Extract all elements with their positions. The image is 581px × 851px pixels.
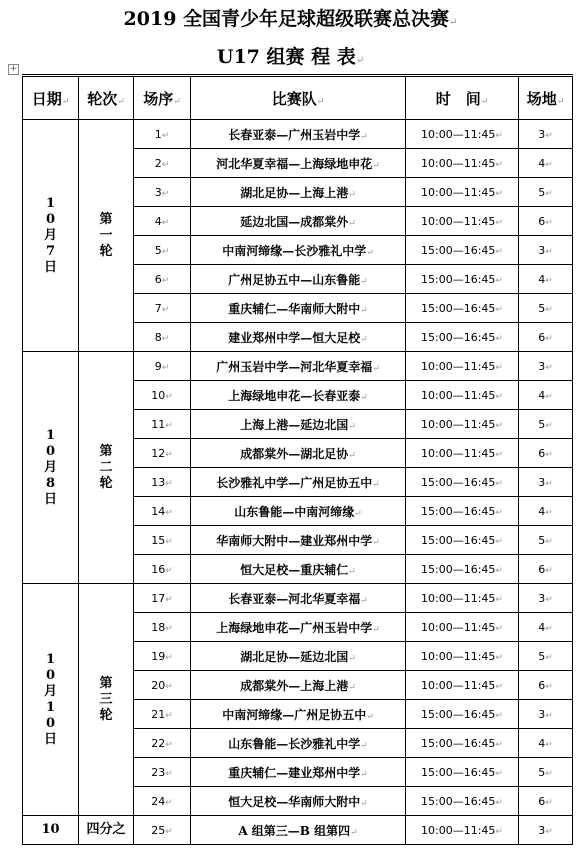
seq-cell: 2↵ bbox=[134, 149, 191, 178]
venue-cell-text: 6 bbox=[538, 214, 546, 228]
match-cell-text: 湖北足协—延边北国 bbox=[240, 649, 349, 664]
seq-cell: 17↵ bbox=[134, 584, 191, 613]
time-cell: 15:00—16:45↵ bbox=[406, 787, 519, 816]
seq-cell-text: 18 bbox=[151, 620, 166, 634]
match-cell-text: 恒大足校—重庆辅仁 bbox=[240, 562, 349, 577]
time-cell-text: 15:00—16:45 bbox=[421, 272, 496, 286]
time-cell-text: 10:00—11:45 bbox=[421, 359, 496, 373]
seq-cell: 16↵ bbox=[134, 555, 191, 584]
time-cell-text: 15:00—16:45 bbox=[421, 562, 496, 576]
match-cell-text: 建业郑州中学—恒大足校 bbox=[228, 330, 361, 345]
seq-cell-text: 12 bbox=[151, 446, 166, 460]
time-cell-text: 15:00—16:45 bbox=[421, 504, 496, 518]
seq-cell: 13↵ bbox=[134, 468, 191, 497]
round-cell bbox=[79, 120, 134, 352]
match-row bbox=[23, 352, 573, 381]
venue-cell: 5↵ bbox=[519, 410, 573, 439]
match-cell: 上海上港—延边北国↵ bbox=[191, 410, 406, 439]
seq-cell-text: 2 bbox=[154, 156, 162, 170]
time-cell-text: 10:00—11:45 bbox=[421, 678, 496, 692]
match-cell-text: 上海绿地申花—长春亚泰 bbox=[228, 388, 361, 403]
seq-cell: 21↵ bbox=[134, 700, 191, 729]
time-cell-text: 15:00—16:45 bbox=[421, 475, 496, 489]
venue-cell-text: 5 bbox=[538, 417, 546, 431]
time-cell-text: 15:00—16:45 bbox=[421, 794, 496, 808]
time-cell-text: 10:00—11:45 bbox=[421, 214, 496, 228]
seq-cell-text: 20 bbox=[151, 678, 166, 692]
venue-cell-text: 6 bbox=[538, 562, 546, 576]
seq-cell-text: 13 bbox=[151, 475, 166, 489]
seq-cell-text: 6 bbox=[154, 272, 162, 286]
match-cell-text: 上海绿地申花—广州玉岩中学 bbox=[216, 620, 373, 635]
match-cell: A 组第三—B 组第四↵ bbox=[191, 816, 406, 845]
venue-cell: 3↵ bbox=[519, 816, 573, 845]
venue-cell-text: 6 bbox=[538, 446, 546, 460]
seq-cell: 10↵ bbox=[134, 381, 191, 410]
header-venue: 场地↵ bbox=[519, 76, 573, 120]
match-cell-text: 华南师大附中—建业郑州中学 bbox=[216, 533, 373, 548]
time-cell-text: 15:00—16:45 bbox=[421, 533, 496, 547]
time-cell-text: 15:00—16:45 bbox=[421, 736, 496, 750]
venue-cell-text: 5 bbox=[538, 649, 546, 663]
time-cell: 10:00—11:45↵ bbox=[406, 120, 519, 149]
seq-cell-text: 23 bbox=[151, 765, 166, 779]
venue-cell-text: 4 bbox=[538, 504, 546, 518]
venue-cell-text: 6 bbox=[538, 330, 546, 344]
time-cell-text: 10:00—11:45 bbox=[421, 620, 496, 634]
venue-cell: 5↵ bbox=[519, 294, 573, 323]
time-cell: 15:00—16:45↵ bbox=[406, 497, 519, 526]
seq-cell: 15↵ bbox=[134, 526, 191, 555]
venue-cell-text: 4 bbox=[538, 736, 546, 750]
match-cell-text: 成都棠外—上海上港 bbox=[240, 678, 349, 693]
match-cell-text: 中南河缔缘—长沙雅礼中学 bbox=[222, 243, 367, 258]
seq-cell-text: 3 bbox=[154, 185, 162, 199]
venue-cell: 6↵ bbox=[519, 671, 573, 700]
round-cell bbox=[79, 584, 134, 816]
time-cell-text: 10:00—11:45 bbox=[421, 388, 496, 402]
match-cell: 成都棠外—湖北足协↵ bbox=[191, 439, 406, 468]
venue-cell-text: 6 bbox=[538, 794, 546, 808]
venue-cell: 4↵ bbox=[519, 381, 573, 410]
seq-cell-text: 10 bbox=[151, 388, 166, 402]
venue-cell-text: 5 bbox=[538, 765, 546, 779]
header-round: 轮次↵ bbox=[79, 76, 134, 120]
time-cell: 10:00—11:45↵ bbox=[406, 613, 519, 642]
venue-cell-text: 4 bbox=[538, 156, 546, 170]
schedule-subtitle: U17 组赛 程 表↵ bbox=[216, 46, 365, 68]
header-row bbox=[23, 76, 573, 120]
round-cell-text: 第一轮 bbox=[99, 211, 113, 259]
match-cell: 长春亚泰—广州玉岩中学↵ bbox=[191, 120, 406, 149]
seq-cell: 12↵ bbox=[134, 439, 191, 468]
seq-cell-text: 4 bbox=[154, 214, 162, 228]
seq-cell-text: 19 bbox=[151, 649, 166, 663]
match-cell: 华南师大附中—建业郑州中学↵ bbox=[191, 526, 406, 555]
match-cell: 恒大足校—华南师大附中↵ bbox=[191, 787, 406, 816]
venue-cell: 4↵ bbox=[519, 265, 573, 294]
time-cell: 10:00—11:45↵ bbox=[406, 439, 519, 468]
match-cell-text: 成都棠外—湖北足协 bbox=[240, 446, 349, 461]
match-cell: 湖北足协—上海上港↵ bbox=[191, 178, 406, 207]
match-cell-text: 恒大足校—华南师大附中 bbox=[228, 794, 361, 809]
time-cell: 15:00—16:45↵ bbox=[406, 526, 519, 555]
seq-cell: 4↵ bbox=[134, 207, 191, 236]
venue-cell: 3↵ bbox=[519, 236, 573, 265]
match-cell-text: 中南河缔缘—广州足协五中 bbox=[222, 707, 367, 722]
match-cell-text: 广州足协五中—山东鲁能 bbox=[228, 272, 361, 287]
seq-cell-text: 17 bbox=[151, 591, 166, 605]
match-cell: 重庆辅仁—华南师大附中↵ bbox=[191, 294, 406, 323]
seq-cell-text: 1 bbox=[154, 127, 162, 141]
seq-cell: 25↵ bbox=[134, 816, 191, 845]
match-cell-text: 广州玉岩中学—河北华夏幸福 bbox=[216, 359, 373, 374]
venue-cell: 6↵ bbox=[519, 207, 573, 236]
time-cell: 10:00—11:45↵ bbox=[406, 149, 519, 178]
match-cell-text: 山东鲁能—长沙雅礼中学 bbox=[228, 736, 361, 751]
header-date: 日期↵ bbox=[23, 76, 79, 120]
seq-cell: 22↵ bbox=[134, 729, 191, 758]
date-cell-text: 10月8日 bbox=[43, 427, 57, 507]
time-cell: 10:00—11:45↵ bbox=[406, 352, 519, 381]
time-cell-text: 10:00—11:45 bbox=[421, 185, 496, 199]
venue-cell-text: 3 bbox=[538, 707, 546, 721]
seq-cell: 14↵ bbox=[134, 497, 191, 526]
time-cell-text: 10:00—11:45 bbox=[421, 591, 496, 605]
match-cell: 重庆辅仁—建业郑州中学↵ bbox=[191, 758, 406, 787]
seq-cell: 6↵ bbox=[134, 265, 191, 294]
time-cell: 15:00—16:45↵ bbox=[406, 294, 519, 323]
match-cell: 湖北足协—延边北国↵ bbox=[191, 642, 406, 671]
match-cell-text: 山东鲁能—中南河缔缘 bbox=[234, 504, 355, 519]
venue-cell-text: 3 bbox=[538, 475, 546, 489]
time-cell: 15:00—16:45↵ bbox=[406, 323, 519, 352]
seq-cell-text: 24 bbox=[151, 794, 166, 808]
venue-cell-text: 3 bbox=[538, 359, 546, 373]
match-cell: 山东鲁能—长沙雅礼中学↵ bbox=[191, 729, 406, 758]
seq-cell-text: 8 bbox=[154, 330, 162, 344]
seq-cell-text: 22 bbox=[151, 736, 166, 750]
venue-cell-text: 3 bbox=[538, 127, 546, 141]
seq-cell: 23↵ bbox=[134, 758, 191, 787]
time-cell-text: 10:00—11:45 bbox=[421, 823, 496, 837]
round-cell-text: 四分之 bbox=[86, 822, 126, 837]
venue-cell: 5↵ bbox=[519, 526, 573, 555]
time-cell-text: 15:00—16:45 bbox=[421, 301, 496, 315]
date-cell-text: 10 bbox=[41, 822, 60, 837]
venue-cell: 4↵ bbox=[519, 149, 573, 178]
match-cell: 中南河缔缘—广州足协五中↵ bbox=[191, 700, 406, 729]
venue-cell: 6↵ bbox=[519, 787, 573, 816]
venue-cell: 3↵ bbox=[519, 120, 573, 149]
venue-cell: 3↵ bbox=[519, 584, 573, 613]
time-cell-text: 15:00—16:45 bbox=[421, 243, 496, 257]
venue-cell: 6↵ bbox=[519, 439, 573, 468]
match-cell: 上海绿地申花—广州玉岩中学↵ bbox=[191, 613, 406, 642]
match-cell: 延边北国—成都棠外↵ bbox=[191, 207, 406, 236]
match-cell: 长沙雅礼中学—广州足协五中↵ bbox=[191, 468, 406, 497]
time-cell-text: 15:00—16:45 bbox=[421, 707, 496, 721]
seq-cell: 3↵ bbox=[134, 178, 191, 207]
match-cell: 中南河缔缘—长沙雅礼中学↵ bbox=[191, 236, 406, 265]
time-cell-text: 10:00—11:45 bbox=[421, 127, 496, 141]
venue-cell: 4↵ bbox=[519, 613, 573, 642]
time-cell-text: 10:00—11:45 bbox=[421, 446, 496, 460]
venue-cell: 5↵ bbox=[519, 642, 573, 671]
round-cell bbox=[79, 352, 134, 584]
match-cell-text: 长沙雅礼中学—广州足协五中 bbox=[216, 475, 373, 490]
venue-cell: 5↵ bbox=[519, 178, 573, 207]
time-cell-text: 15:00—16:45 bbox=[421, 765, 496, 779]
time-cell: 10:00—11:45↵ bbox=[406, 642, 519, 671]
time-cell: 15:00—16:45↵ bbox=[406, 555, 519, 584]
round-cell-text: 第二轮 bbox=[99, 443, 113, 491]
date-cell bbox=[23, 584, 79, 816]
schedule-table bbox=[22, 74, 573, 845]
venue-cell-text: 4 bbox=[538, 272, 546, 286]
venue-cell-text: 3 bbox=[538, 243, 546, 257]
time-cell-text: 15:00—16:45 bbox=[421, 330, 496, 344]
match-cell: 广州玉岩中学—河北华夏幸福↵ bbox=[191, 352, 406, 381]
seq-cell: 24↵ bbox=[134, 787, 191, 816]
seq-cell: 19↵ bbox=[134, 642, 191, 671]
venue-cell-text: 4 bbox=[538, 620, 546, 634]
header-match: 比赛队↵ bbox=[191, 76, 406, 120]
time-cell: 10:00—11:45↵ bbox=[406, 584, 519, 613]
date-cell-text: 10月10日 bbox=[43, 651, 57, 747]
seq-cell: 9↵ bbox=[134, 352, 191, 381]
match-cell: 河北华夏幸福—上海绿地申花↵ bbox=[191, 149, 406, 178]
match-cell-text: 重庆辅仁—华南师大附中 bbox=[228, 301, 361, 316]
venue-cell-text: 6 bbox=[538, 678, 546, 692]
seq-cell: 11↵ bbox=[134, 410, 191, 439]
match-cell-text: 上海上港—延边北国 bbox=[240, 417, 349, 432]
match-cell-text: 湖北足协—上海上港 bbox=[240, 185, 349, 200]
match-cell: 建业郑州中学—恒大足校↵ bbox=[191, 323, 406, 352]
seq-cell-text: 5 bbox=[154, 243, 162, 257]
match-row bbox=[23, 584, 573, 613]
venue-cell: 6↵ bbox=[519, 555, 573, 584]
seq-cell-text: 15 bbox=[151, 533, 166, 547]
time-cell: 15:00—16:45↵ bbox=[406, 265, 519, 294]
seq-cell-text: 14 bbox=[151, 504, 166, 518]
round-cell bbox=[79, 816, 134, 845]
table-move-handle-icon[interactable]: + bbox=[9, 64, 18, 74]
seq-cell: 20↵ bbox=[134, 671, 191, 700]
seq-cell-text: 21 bbox=[151, 707, 166, 721]
match-cell: 成都棠外—上海上港↵ bbox=[191, 671, 406, 700]
date-cell-text: 10月7日 bbox=[43, 195, 57, 275]
header-seq: 场序↵ bbox=[134, 76, 191, 120]
seq-cell-text: 11 bbox=[151, 417, 166, 431]
time-cell: 10:00—11:45↵ bbox=[406, 671, 519, 700]
venue-cell: 6↵ bbox=[519, 323, 573, 352]
seq-cell-text: 16 bbox=[151, 562, 166, 576]
venue-cell-text: 3 bbox=[538, 591, 546, 605]
venue-cell: 3↵ bbox=[519, 468, 573, 497]
date-cell bbox=[23, 352, 79, 584]
venue-cell: 3↵ bbox=[519, 700, 573, 729]
time-cell: 15:00—16:45↵ bbox=[406, 236, 519, 265]
venue-cell-text: 3 bbox=[538, 823, 546, 837]
venue-cell: 4↵ bbox=[519, 729, 573, 758]
venue-cell-text: 5 bbox=[538, 533, 546, 547]
header-time: 时 间↵ bbox=[406, 76, 519, 120]
time-cell: 10:00—11:45↵ bbox=[406, 178, 519, 207]
time-cell-text: 10:00—11:45 bbox=[421, 156, 496, 170]
time-cell: 15:00—16:45↵ bbox=[406, 758, 519, 787]
time-cell: 10:00—11:45↵ bbox=[406, 381, 519, 410]
venue-cell-text: 5 bbox=[538, 301, 546, 315]
match-cell-text: 河北华夏幸福—上海绿地申花 bbox=[216, 156, 373, 171]
match-cell-text: A 组第三—B 组第四 bbox=[238, 823, 351, 838]
venue-cell-text: 5 bbox=[538, 185, 546, 199]
seq-cell-text: 9 bbox=[154, 359, 162, 373]
seq-cell: 8↵ bbox=[134, 323, 191, 352]
match-cell: 恒大足校—重庆辅仁↵ bbox=[191, 555, 406, 584]
time-cell: 10:00—11:45↵ bbox=[406, 207, 519, 236]
seq-cell: 18↵ bbox=[134, 613, 191, 642]
time-cell: 15:00—16:45↵ bbox=[406, 700, 519, 729]
match-cell-text: 延边北国—成都棠外 bbox=[240, 214, 349, 229]
time-cell: 15:00—16:45↵ bbox=[406, 468, 519, 497]
match-cell: 长春亚泰—河北华夏幸福↵ bbox=[191, 584, 406, 613]
seq-cell: 1↵ bbox=[134, 120, 191, 149]
match-cell: 山东鲁能—中南河缔缘↵ bbox=[191, 497, 406, 526]
match-cell-text: 长春亚泰—广州玉岩中学 bbox=[228, 127, 361, 142]
venue-cell: 3↵ bbox=[519, 352, 573, 381]
date-cell bbox=[23, 816, 79, 845]
match-row bbox=[23, 816, 573, 845]
time-cell-text: 10:00—11:45 bbox=[421, 649, 496, 663]
match-cell-text: 长春亚泰—河北华夏幸福 bbox=[228, 591, 361, 606]
match-cell: 广州足协五中—山东鲁能↵ bbox=[191, 265, 406, 294]
time-cell: 10:00—11:45↵ bbox=[406, 410, 519, 439]
seq-cell-text: 25 bbox=[151, 823, 166, 837]
venue-cell: 5↵ bbox=[519, 758, 573, 787]
time-cell: 10:00—11:45↵ bbox=[406, 816, 519, 845]
round-cell-text: 第三轮 bbox=[99, 675, 113, 723]
match-cell-text: 重庆辅仁—建业郑州中学 bbox=[228, 765, 361, 780]
venue-cell: 4↵ bbox=[519, 497, 573, 526]
seq-cell-text: 7 bbox=[154, 301, 162, 315]
date-cell bbox=[23, 120, 79, 352]
time-cell: 15:00—16:45↵ bbox=[406, 729, 519, 758]
match-row bbox=[23, 120, 573, 149]
seq-cell: 7↵ bbox=[134, 294, 191, 323]
time-cell-text: 10:00—11:45 bbox=[421, 417, 496, 431]
venue-cell-text: 4 bbox=[538, 388, 546, 402]
seq-cell: 5↵ bbox=[134, 236, 191, 265]
schedule-title: 2019 全国青少年足球超级联赛总决赛↵ bbox=[123, 8, 458, 30]
match-cell: 上海绿地申花—长春亚泰↵ bbox=[191, 381, 406, 410]
